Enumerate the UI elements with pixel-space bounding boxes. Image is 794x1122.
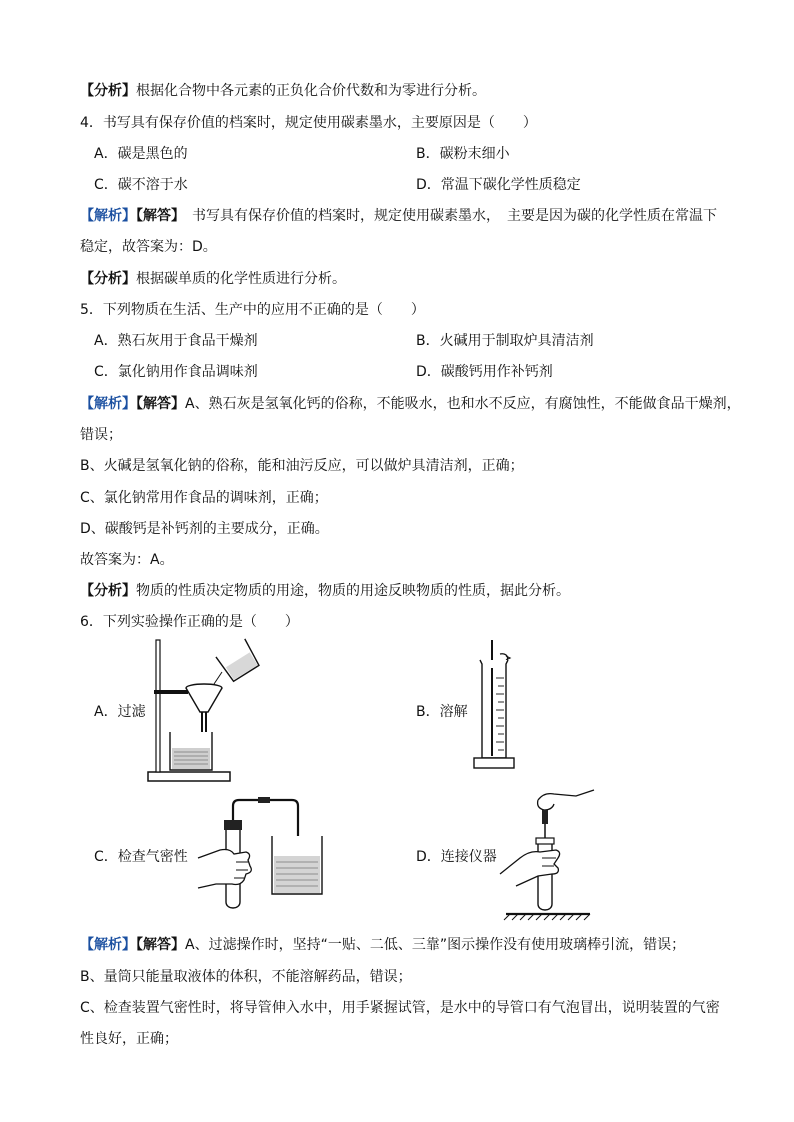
prev-analysis-line bbox=[80, 81, 754, 101]
analysis-text: 物质的性质决定物质的用途，物质的用途反映物质的性质，据此分析。 bbox=[136, 583, 570, 599]
q4-option-a: A．碳是黑色的 bbox=[94, 146, 188, 162]
q6-answer-c1: C、检查装置气密性时，将导管伸入水中，用手紧握试管，是水中的导管口有气泡冒出，说明装置的气密 bbox=[80, 1000, 720, 1016]
answer-text: 书写具有保存价值的档案时，规定使用碳素墨水， 主要是因为碳的化学性质在常温下 bbox=[178, 208, 717, 224]
q6-answer-line1 bbox=[80, 935, 754, 955]
jiexi-tag: 【解析】 bbox=[80, 396, 136, 412]
q5-option-c: C．氯化钠用作食品调味剂 bbox=[94, 364, 258, 380]
cylinder-figure bbox=[470, 638, 530, 778]
q4-stem: 4．书写具有保存价值的档案时，规定使用碳素墨水，主要原因是（ ） bbox=[80, 115, 537, 131]
q5-answer-b: B、火碱是氢氧化钠的俗称，能和油污反应，可以做炉具清洁剂，正确； bbox=[80, 458, 524, 474]
q5-option-b: B．火碱用于制取炉具清洁剂 bbox=[416, 333, 594, 349]
jieda-tag: 【解答】 bbox=[136, 396, 185, 412]
q4-option-b: B．碳粉末细小 bbox=[416, 146, 510, 162]
q5-option-d: D．碳酸钙用作补钙剂 bbox=[416, 364, 553, 380]
analysis-text: 根据碳单质的化学性质进行分析。 bbox=[136, 271, 346, 287]
q6-answer-c2: 性良好，正确； bbox=[80, 1031, 178, 1047]
q5-analysis-line bbox=[80, 581, 754, 601]
analysis-tag: 【分析】 bbox=[80, 271, 136, 287]
jieda-tag: 【解答】 bbox=[136, 208, 178, 224]
q5-option-a: A．熟石灰用于食品干燥剂 bbox=[94, 333, 258, 349]
answer-text: A、过滤操作时，坚持“一贴、二低、三靠”图示操作没有使用玻璃棒引流，错误； bbox=[185, 937, 686, 953]
q6-option-d: D．连接仪器 bbox=[416, 849, 497, 865]
q5-stem: 5．下列物质在生活、生产中的应用不正确的是（ ） bbox=[80, 302, 425, 318]
q6-answer-b: B、量筒只能量取液体的体积，不能溶解药品，错误； bbox=[80, 969, 412, 985]
jiexi-tag: 【解析】 bbox=[80, 208, 136, 224]
analysis-tag: 【分析】 bbox=[80, 583, 136, 599]
q5-answer-d: D、碳酸钙是补钙剂的主要成分，正确。 bbox=[80, 521, 329, 537]
q5-answer-c: C、氯化钠常用作食品的调味剂，正确； bbox=[80, 490, 328, 506]
q4-answer-line2: 稳定，故答案为：D。 bbox=[80, 239, 217, 255]
q5-answer-final: 故答案为：A。 bbox=[80, 552, 174, 568]
q6-option-c: C．检查气密性 bbox=[94, 849, 188, 865]
q4-option-d: D．常温下碳化学性质稳定 bbox=[416, 177, 581, 193]
q6-option-a: A．过滤 bbox=[94, 704, 146, 720]
q6-stem: 6．下列实验操作正确的是（ ） bbox=[80, 614, 299, 630]
q4-analysis-line bbox=[80, 269, 754, 289]
filtration-figure bbox=[142, 636, 272, 784]
jieda-tag: 【解答】 bbox=[136, 937, 185, 953]
q4-answer-line1 bbox=[80, 206, 754, 226]
q5-answer-line1 bbox=[80, 394, 754, 414]
q5-answer-line2: 错误； bbox=[80, 427, 122, 443]
connecting-figure bbox=[498, 786, 598, 922]
q6-option-b: B．溶解 bbox=[416, 704, 468, 720]
q4-option-c: C．碳不溶于水 bbox=[94, 177, 188, 193]
answer-text: A、熟石灰是氢氧化钙的俗称，不能吸水，也和水不反应，有腐蚀性，不能做食品干燥剂， bbox=[185, 396, 741, 412]
analysis-tag: 【分析】 bbox=[80, 83, 136, 99]
airtightness-figure bbox=[196, 792, 326, 916]
analysis-text: 根据化合物中各元素的正负化合价代数和为零进行分析。 bbox=[136, 83, 486, 99]
jiexi-tag: 【解析】 bbox=[80, 937, 136, 953]
